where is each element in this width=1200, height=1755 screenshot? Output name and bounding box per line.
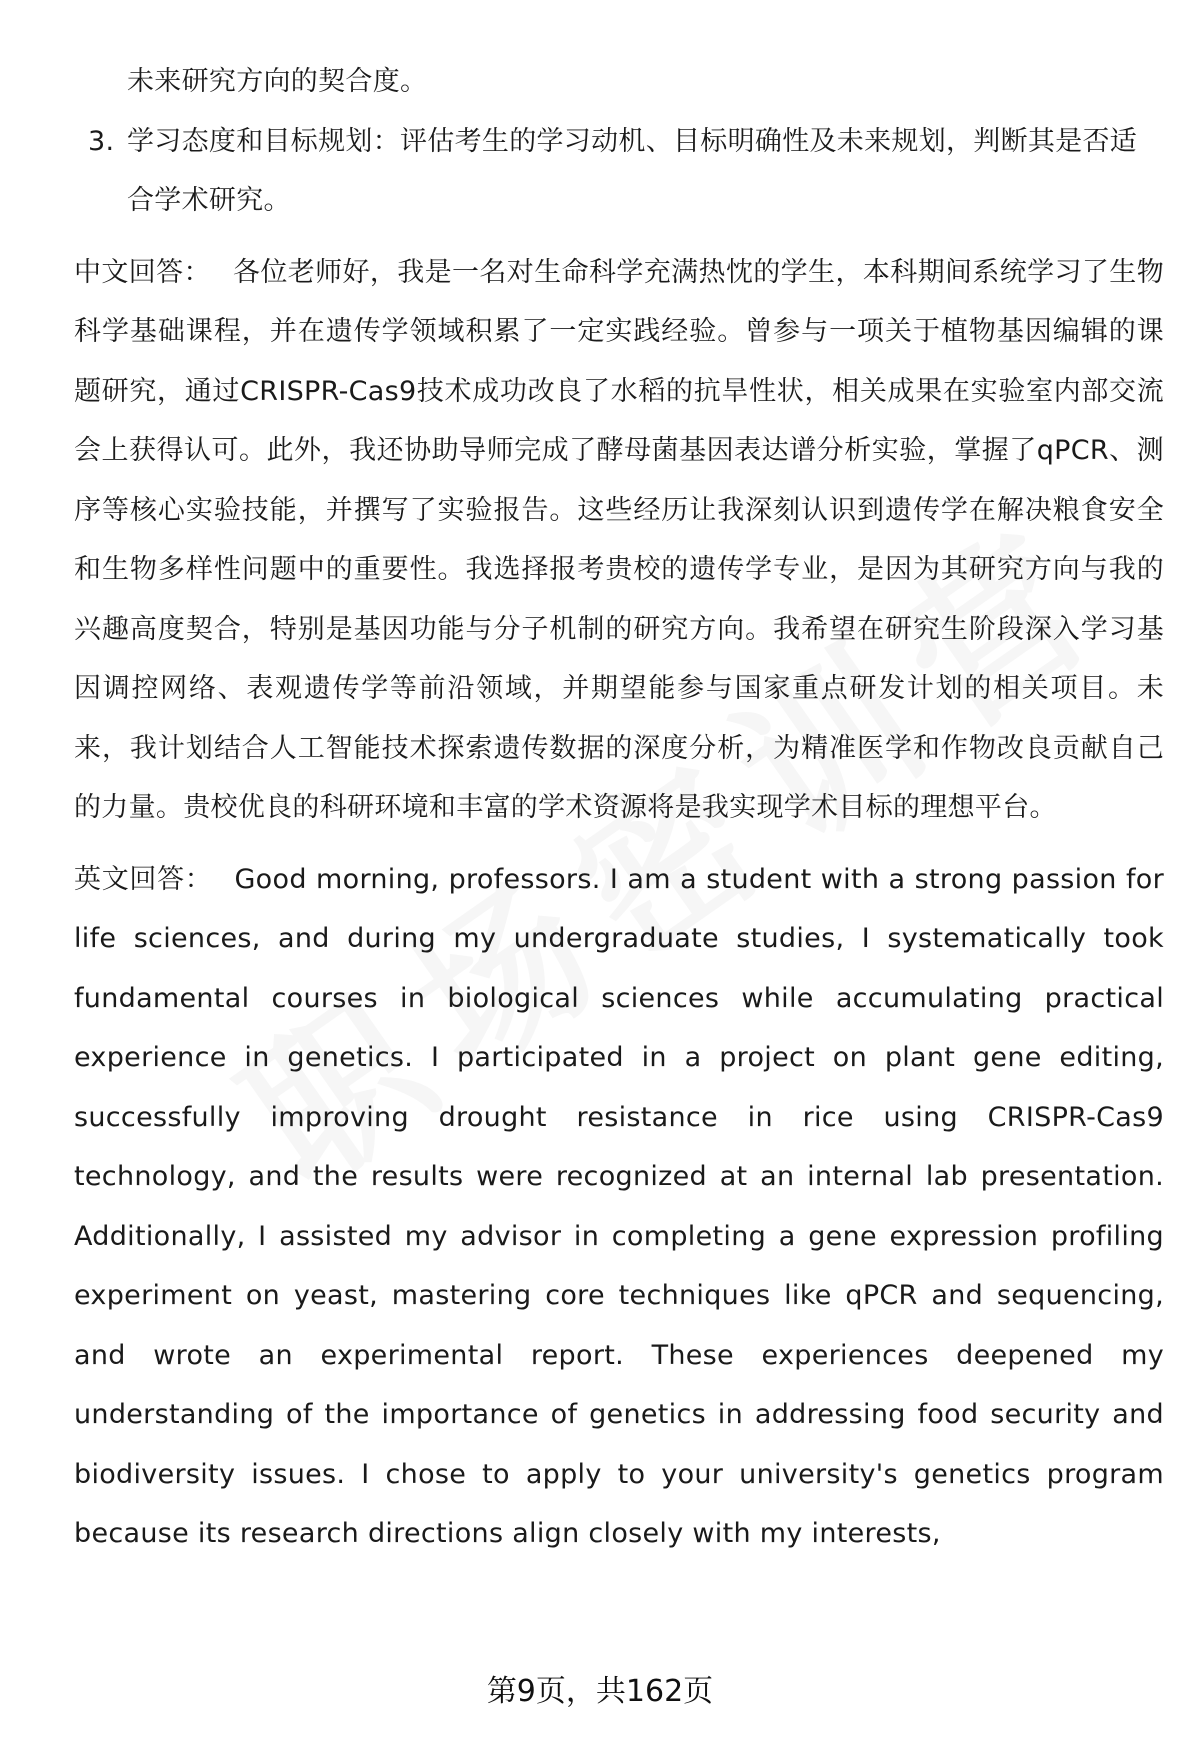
paragraph-gap (74, 838, 1164, 850)
english-answer-paragraph (74, 850, 1164, 1564)
english-answer-label: 英文回答： (74, 863, 213, 895)
continued-text: 未来研究方向的契合度。 (127, 66, 428, 97)
list-item-number: 3. (88, 125, 115, 157)
list-item (74, 112, 1164, 231)
page-content (74, 52, 1164, 1564)
chinese-answer-label: 中文回答： (74, 256, 211, 288)
paragraph-gap (74, 231, 1164, 243)
chinese-answer-text: 各位老师好，我是一名对生命科学充满热忱的学生，本科期间系统学习了生物科学基础课程，并在遗传学领域积累了一定实践经验。曾参与一项关于植物基因编辑的课题研究，通过CRISPR-Cas9技术成功改良了水稻的抗旱性状，相关成果在实验室内部交流会上获得认可。此外，我还协助导师完成了酵母菌基因表达谱分析实验，掌握了qPCR、测序等核心实验技能，并撰写了实验报告。这些经历让我深刻认识到遗传学在解决粮食安全和生物多样性问题中的重要性。我选择报考贵校的遗传学专业，是因为其研究方向与我的兴趣高度契合，特别是基因功能与分子机制的研究方向。我希望在研究生阶段深入学习基因调控网络、表观遗传学等前沿领域，并期望能参与国家重点研发计划的相关项目。未来，我计划结合人工智能技术探索遗传数据的深度分析，为精准医学和作物改良贡献自己的力量。贵校优良的科研环境和丰富的学术资源将是我实现学术目标的理想平台。 (74, 256, 1164, 823)
chinese-answer-paragraph (74, 243, 1164, 838)
page-number-footer: 第9页，共162页 (486, 1674, 714, 1709)
list-item-text: 学习态度和目标规划：评估考生的学习动机、目标明确性及未来规划，判断其是否适合学术研究。 (127, 125, 1138, 216)
english-answer-text: Good morning, professors. I am a student with a strong passion for life sciences, and during my undergraduate studies, I systematically took fundamental courses in biological sciences while accumulating practical experience in genetics. I participated in a project on plant gene editing, successfully improving drought resistance in rice using CRISPR-Cas9 technology, and the results were recognized at an internal lab presentation. Additionally, I assisted my advisor in completing a gene expression profiling experiment on yeast, mastering core techniques like qPCR and sequencing, and wrote an experimental report. These experiences deepened my understanding of the importance of genetics in addressing food security and biodiversity issues. I chose to apply to your university's genetics program because its research directions align closely with my interests, (74, 863, 1165, 1549)
